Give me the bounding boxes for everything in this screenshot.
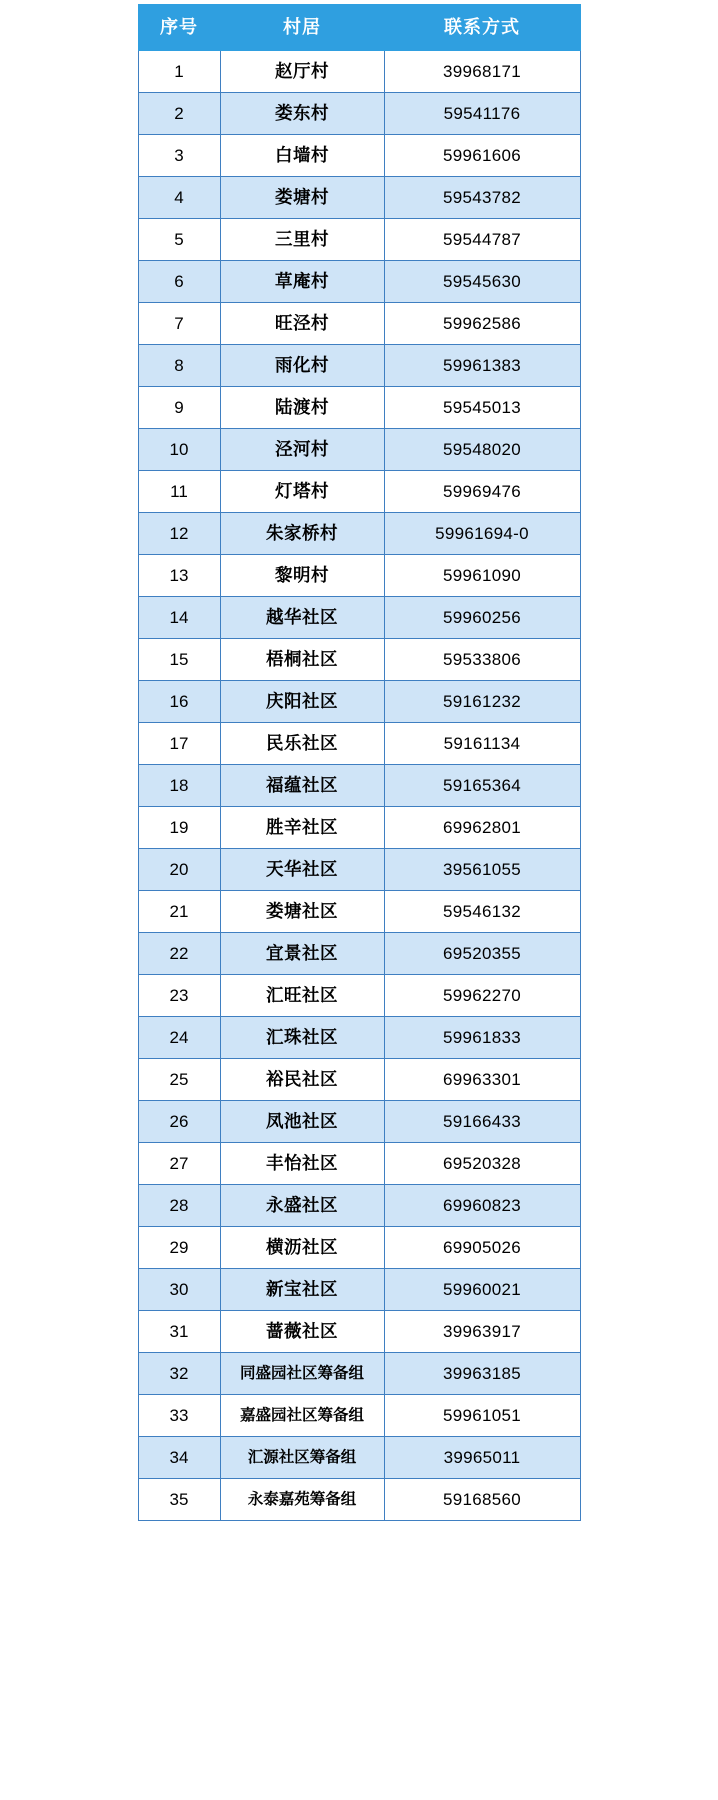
cell-phone: 59545013	[384, 387, 580, 429]
cell-phone: 59969476	[384, 471, 580, 513]
table-header-row	[138, 5, 580, 51]
table-row	[138, 1311, 580, 1353]
table-row	[138, 1227, 580, 1269]
cell-phone: 69520355	[384, 933, 580, 975]
cell-index: 7	[138, 303, 220, 345]
cell-phone: 59166433	[384, 1101, 580, 1143]
cell-phone: 59165364	[384, 765, 580, 807]
cell-village: 三里村	[220, 219, 384, 261]
cell-index: 21	[138, 891, 220, 933]
cell-index: 34	[138, 1437, 220, 1479]
cell-phone: 59544787	[384, 219, 580, 261]
cell-index: 30	[138, 1269, 220, 1311]
cell-village: 雨化村	[220, 345, 384, 387]
table-row	[138, 1143, 580, 1185]
cell-village: 灯塔村	[220, 471, 384, 513]
cell-village: 庆阳社区	[220, 681, 384, 723]
cell-phone: 59543782	[384, 177, 580, 219]
cell-phone: 59533806	[384, 639, 580, 681]
cell-village: 宜景社区	[220, 933, 384, 975]
table-body	[138, 51, 580, 1521]
cell-phone: 59161134	[384, 723, 580, 765]
village-contact-table	[138, 4, 581, 1521]
cell-village: 胜辛社区	[220, 807, 384, 849]
cell-index: 23	[138, 975, 220, 1017]
cell-phone: 59961694-0	[384, 513, 580, 555]
cell-phone: 59546132	[384, 891, 580, 933]
cell-index: 18	[138, 765, 220, 807]
cell-index: 24	[138, 1017, 220, 1059]
table-row	[138, 1185, 580, 1227]
cell-village: 汇源社区筹备组	[220, 1437, 384, 1479]
table-row	[138, 387, 580, 429]
table-row	[138, 51, 580, 93]
table-row	[138, 177, 580, 219]
cell-phone: 69963301	[384, 1059, 580, 1101]
cell-index: 14	[138, 597, 220, 639]
table-header	[138, 5, 580, 51]
table-row	[138, 681, 580, 723]
cell-phone: 69905026	[384, 1227, 580, 1269]
cell-index: 10	[138, 429, 220, 471]
cell-index: 6	[138, 261, 220, 303]
table-row	[138, 765, 580, 807]
cell-index: 28	[138, 1185, 220, 1227]
cell-phone: 59961383	[384, 345, 580, 387]
cell-index: 3	[138, 135, 220, 177]
table-row	[138, 219, 580, 261]
table-row	[138, 1437, 580, 1479]
cell-index: 35	[138, 1479, 220, 1521]
table-row	[138, 555, 580, 597]
cell-phone: 39963917	[384, 1311, 580, 1353]
table-row	[138, 345, 580, 387]
cell-index: 11	[138, 471, 220, 513]
column-header-phone: 联系方式	[384, 5, 580, 51]
table-row	[138, 1101, 580, 1143]
cell-index: 25	[138, 1059, 220, 1101]
cell-phone: 59168560	[384, 1479, 580, 1521]
cell-village: 天华社区	[220, 849, 384, 891]
cell-village: 草庵村	[220, 261, 384, 303]
table-row	[138, 429, 580, 471]
cell-phone: 59961051	[384, 1395, 580, 1437]
cell-index: 33	[138, 1395, 220, 1437]
cell-village: 横沥社区	[220, 1227, 384, 1269]
table-row	[138, 1395, 580, 1437]
cell-index: 4	[138, 177, 220, 219]
table-row	[138, 807, 580, 849]
table-row	[138, 135, 580, 177]
cell-village: 娄东村	[220, 93, 384, 135]
cell-village: 泾河村	[220, 429, 384, 471]
cell-village: 汇珠社区	[220, 1017, 384, 1059]
table-row	[138, 1017, 580, 1059]
cell-village: 娄塘村	[220, 177, 384, 219]
table-row	[138, 1269, 580, 1311]
table-row	[138, 1479, 580, 1521]
cell-village: 凤池社区	[220, 1101, 384, 1143]
cell-phone: 59960021	[384, 1269, 580, 1311]
cell-village: 陆渡村	[220, 387, 384, 429]
cell-village: 蔷薇社区	[220, 1311, 384, 1353]
cell-index: 5	[138, 219, 220, 261]
cell-phone: 39561055	[384, 849, 580, 891]
table-row	[138, 471, 580, 513]
table-row	[138, 597, 580, 639]
cell-phone: 59962270	[384, 975, 580, 1017]
cell-village: 永盛社区	[220, 1185, 384, 1227]
cell-index: 20	[138, 849, 220, 891]
cell-phone: 69960823	[384, 1185, 580, 1227]
cell-village: 新宝社区	[220, 1269, 384, 1311]
cell-index: 13	[138, 555, 220, 597]
table-row	[138, 261, 580, 303]
cell-index: 17	[138, 723, 220, 765]
cell-index: 12	[138, 513, 220, 555]
cell-phone: 39965011	[384, 1437, 580, 1479]
table-row	[138, 975, 580, 1017]
cell-village: 民乐社区	[220, 723, 384, 765]
cell-phone: 39968171	[384, 51, 580, 93]
cell-index: 29	[138, 1227, 220, 1269]
cell-phone: 59961090	[384, 555, 580, 597]
cell-village: 福蕴社区	[220, 765, 384, 807]
cell-village: 朱家桥村	[220, 513, 384, 555]
cell-index: 32	[138, 1353, 220, 1395]
cell-phone: 59545630	[384, 261, 580, 303]
cell-index: 27	[138, 1143, 220, 1185]
cell-phone: 39963185	[384, 1353, 580, 1395]
table-row	[138, 849, 580, 891]
column-header-village: 村居	[220, 5, 384, 51]
cell-phone: 69962801	[384, 807, 580, 849]
cell-village: 梧桐社区	[220, 639, 384, 681]
cell-phone: 59541176	[384, 93, 580, 135]
cell-village: 娄塘社区	[220, 891, 384, 933]
column-header-index: 序号	[138, 5, 220, 51]
cell-phone: 59961833	[384, 1017, 580, 1059]
table-row	[138, 933, 580, 975]
cell-index: 8	[138, 345, 220, 387]
cell-village: 旺泾村	[220, 303, 384, 345]
table-row	[138, 93, 580, 135]
cell-index: 1	[138, 51, 220, 93]
cell-phone: 59962586	[384, 303, 580, 345]
cell-index: 9	[138, 387, 220, 429]
cell-village: 越华社区	[220, 597, 384, 639]
cell-phone: 59961606	[384, 135, 580, 177]
cell-village: 丰怡社区	[220, 1143, 384, 1185]
cell-village: 嘉盛园社区筹备组	[220, 1395, 384, 1437]
cell-village: 赵厅村	[220, 51, 384, 93]
cell-village: 永泰嘉苑筹备组	[220, 1479, 384, 1521]
table-row	[138, 639, 580, 681]
cell-village: 汇旺社区	[220, 975, 384, 1017]
table-row	[138, 1353, 580, 1395]
cell-village: 白墙村	[220, 135, 384, 177]
cell-phone: 59548020	[384, 429, 580, 471]
table-row	[138, 1059, 580, 1101]
table-row	[138, 513, 580, 555]
cell-index: 26	[138, 1101, 220, 1143]
cell-phone: 59161232	[384, 681, 580, 723]
cell-index: 15	[138, 639, 220, 681]
cell-village: 同盛园社区筹备组	[220, 1353, 384, 1395]
cell-village: 裕民社区	[220, 1059, 384, 1101]
table-row	[138, 891, 580, 933]
cell-index: 16	[138, 681, 220, 723]
table-row	[138, 303, 580, 345]
cell-phone: 59960256	[384, 597, 580, 639]
cell-index: 2	[138, 93, 220, 135]
table-row	[138, 723, 580, 765]
cell-village: 黎明村	[220, 555, 384, 597]
cell-index: 31	[138, 1311, 220, 1353]
cell-index: 22	[138, 933, 220, 975]
cell-phone: 69520328	[384, 1143, 580, 1185]
cell-index: 19	[138, 807, 220, 849]
